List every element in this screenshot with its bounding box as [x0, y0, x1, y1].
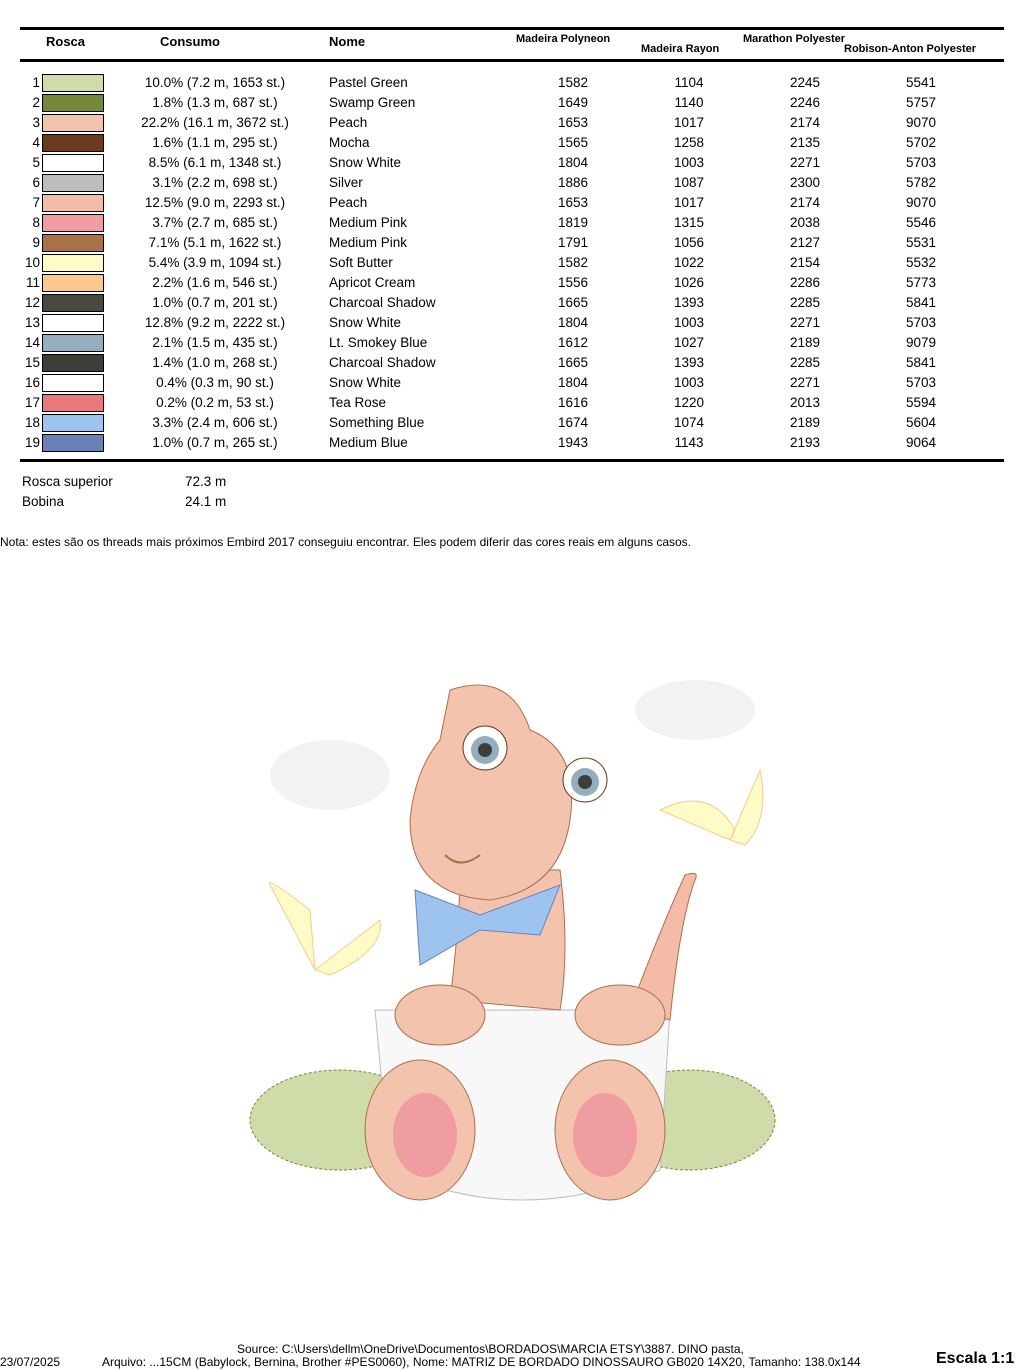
color-swatch	[42, 294, 104, 312]
consumo-cell: 1.0% (0.7 m, 201 st.)	[152, 295, 278, 310]
thread-number: 1	[32, 75, 40, 90]
table-bottom-rule	[20, 459, 1004, 462]
consumo-cell: 1.4% (1.0 m, 268 st.)	[152, 355, 278, 370]
consumo-cell: 5.4% (3.9 m, 1094 st.)	[148, 255, 282, 270]
robison-cell: 5757	[905, 95, 937, 110]
nome-cell: Pastel Green	[329, 75, 408, 90]
header-madeira-rayon: Madeira Rayon	[641, 43, 720, 55]
marathon-cell: 2271	[789, 155, 821, 170]
embroidery-preview-dino	[240, 670, 790, 1230]
butterfly-right	[660, 770, 763, 845]
note-text: Nota: estes são os threads mais próximos Embird 2017 conseguiu encontrar. Eles podem diferir das cores reais em alguns casos.	[0, 535, 692, 549]
madeira-rayon-cell: 1104	[674, 75, 704, 90]
nome-cell: Peach	[329, 195, 368, 210]
thread-number: 19	[24, 435, 40, 450]
color-swatch	[42, 134, 104, 152]
marathon-cell: 2189	[789, 335, 821, 350]
robison-cell: 5546	[905, 215, 937, 230]
rosca-superior-value: 72.3 m	[185, 474, 227, 489]
color-swatch	[42, 274, 104, 292]
footer-escala: Escala 1:1	[936, 1350, 1015, 1367]
madeira-polyneon-cell: 1582	[557, 255, 589, 270]
madeira-rayon-cell: 1074	[673, 415, 705, 430]
header-madeira-polyneon: Madeira Polyneon	[516, 33, 611, 45]
robison-cell: 9079	[905, 335, 937, 350]
header-robison: Robison-Anton Polyester	[844, 43, 977, 55]
table-row	[0, 293, 1024, 313]
table-row	[0, 333, 1024, 353]
color-swatch	[42, 394, 104, 412]
thread-number: 18	[24, 415, 40, 430]
color-swatch	[42, 374, 104, 392]
table-row	[0, 273, 1024, 293]
consumo-cell: 8.5% (6.1 m, 1348 st.)	[148, 155, 282, 170]
nome-cell: Something Blue	[329, 415, 425, 430]
madeira-rayon-cell: 1087	[673, 175, 705, 190]
color-swatch	[42, 214, 104, 232]
madeira-rayon-cell: 1315	[673, 215, 705, 230]
madeira-rayon-cell: 1022	[673, 255, 705, 270]
robison-cell: 5841	[905, 295, 937, 310]
consumo-cell: 2.2% (1.6 m, 546 st.)	[152, 275, 278, 290]
madeira-polyneon-cell: 1616	[557, 395, 589, 410]
marathon-cell: 2300	[789, 175, 821, 190]
thread-number: 3	[32, 115, 40, 130]
consumo-cell: 12.8% (9.2 m, 2222 st.)	[144, 315, 286, 330]
footer-source: Source: C:\Users\dellm\OneDrive\Documentos\BORDADOS\MARCIA ETSY\3887. DINO pasta,	[237, 1342, 744, 1356]
madeira-rayon-cell: 1220	[673, 395, 705, 410]
header-consumo: Consumo	[160, 34, 220, 49]
thread-number: 8	[32, 215, 40, 230]
consumo-cell: 0.4% (0.3 m, 90 st.)	[156, 375, 274, 390]
marathon-cell: 2245	[789, 75, 821, 90]
thread-number: 11	[25, 275, 40, 290]
robison-cell: 5594	[905, 395, 937, 410]
madeira-polyneon-cell: 1804	[557, 375, 589, 390]
table-row	[0, 313, 1024, 333]
madeira-polyneon-cell: 1649	[557, 95, 589, 110]
table-row	[0, 373, 1024, 393]
madeira-polyneon-cell: 1582	[557, 75, 589, 90]
header-top-rule	[20, 27, 1004, 30]
nome-cell: Medium Pink	[329, 235, 408, 250]
footer-date: 23/07/2025	[0, 1355, 61, 1369]
table-row	[0, 253, 1024, 273]
marathon-cell: 2038	[789, 215, 821, 230]
nome-cell: Silver	[329, 175, 363, 190]
nome-cell: Medium Blue	[329, 435, 408, 450]
madeira-rayon-cell: 1026	[673, 275, 705, 290]
table-row	[0, 73, 1024, 93]
robison-cell: 5703	[905, 375, 937, 390]
nome-cell: Lt. Smokey Blue	[329, 335, 428, 350]
thread-number: 16	[24, 375, 40, 390]
header-nome: Nome	[329, 34, 366, 49]
cloud-right	[635, 680, 755, 740]
marathon-cell: 2135	[789, 135, 821, 150]
table-row	[0, 233, 1024, 253]
marathon-cell: 2271	[789, 375, 821, 390]
madeira-polyneon-cell: 1819	[557, 215, 589, 230]
table-row	[0, 353, 1024, 373]
madeira-polyneon-cell: 1674	[557, 415, 589, 430]
header-marathon: Marathon Polyester	[743, 33, 846, 45]
thread-number: 5	[32, 155, 40, 170]
nome-cell: Charcoal Shadow	[329, 355, 436, 370]
madeira-polyneon-cell: 1565	[557, 135, 589, 150]
table-row	[0, 413, 1024, 433]
table-row	[0, 133, 1024, 153]
nome-cell: Peach	[329, 115, 368, 130]
consumo-cell: 0.2% (0.2 m, 53 st.)	[156, 395, 274, 410]
robison-cell: 5604	[905, 415, 937, 430]
thread-number: 17	[24, 395, 40, 410]
madeira-polyneon-cell: 1653	[557, 195, 589, 210]
table-row	[0, 153, 1024, 173]
thread-number: 2	[32, 95, 40, 110]
marathon-cell: 2285	[789, 295, 821, 310]
marathon-cell: 2154	[789, 255, 821, 270]
madeira-polyneon-cell: 1556	[557, 275, 589, 290]
color-swatch	[42, 314, 104, 332]
nome-cell: Apricot Cream	[329, 275, 416, 290]
madeira-polyneon-cell: 1943	[557, 435, 589, 450]
marathon-cell: 2174	[789, 115, 821, 130]
robison-cell: 5773	[905, 275, 937, 290]
robison-cell: 9070	[905, 195, 937, 210]
table-row	[0, 213, 1024, 233]
madeira-rayon-cell: 1003	[673, 375, 705, 390]
header-rosca: Rosca	[46, 34, 86, 49]
thread-number: 4	[32, 135, 40, 150]
robison-cell: 5703	[905, 155, 937, 170]
thread-number: 6	[32, 175, 40, 190]
robison-cell: 5532	[905, 255, 937, 270]
madeira-rayon-cell: 1393	[673, 295, 705, 310]
head	[410, 685, 572, 900]
color-swatch	[42, 354, 104, 372]
madeira-rayon-cell: 1258	[673, 135, 705, 150]
color-swatch	[42, 334, 104, 352]
consumo-cell: 3.3% (2.4 m, 606 st.)	[152, 415, 278, 430]
table-row	[0, 173, 1024, 193]
table-row	[0, 93, 1024, 113]
color-swatch	[42, 414, 104, 432]
color-swatch	[42, 174, 104, 192]
consumo-cell: 10.0% (7.2 m, 1653 st.)	[144, 75, 286, 90]
color-swatch	[42, 74, 104, 92]
nome-cell: Tea Rose	[329, 395, 387, 410]
nome-cell: Snow White	[329, 155, 402, 170]
thread-number: 13	[24, 315, 40, 330]
table-row	[0, 433, 1024, 453]
madeira-polyneon-cell: 1653	[557, 115, 589, 130]
thread-number: 12	[24, 295, 40, 310]
marathon-cell: 2193	[789, 435, 821, 450]
robison-cell: 9064	[905, 435, 937, 450]
madeira-polyneon-cell: 1886	[557, 175, 589, 190]
thread-number: 14	[24, 335, 40, 350]
madeira-rayon-cell: 1017	[673, 195, 705, 210]
table-row	[0, 393, 1024, 413]
robison-cell: 5541	[905, 75, 937, 90]
marathon-cell: 2246	[789, 95, 821, 110]
nome-cell: Medium Pink	[329, 215, 408, 230]
marathon-cell: 2013	[789, 395, 821, 410]
robison-cell: 5782	[905, 175, 937, 190]
thread-number: 15	[24, 355, 40, 370]
nome-cell: Mocha	[329, 135, 370, 150]
footer-arquivo: Arquivo: ...15CM (Babylock, Bernina, Brother #PES0060), Nome: MATRIZ DE BORDADO DINOSSAURO GB020 14X20, Tamanho: 138.0x144	[102, 1355, 861, 1369]
consumo-cell: 2.1% (1.5 m, 435 st.)	[152, 335, 278, 350]
robison-cell: 5702	[905, 135, 937, 150]
madeira-rayon-cell: 1056	[673, 235, 705, 250]
marathon-cell: 2285	[789, 355, 821, 370]
consumo-cell: 1.0% (0.7 m, 265 st.)	[152, 435, 278, 450]
nome-cell: Swamp Green	[329, 95, 416, 110]
color-swatch	[42, 114, 104, 132]
consumo-cell: 22.2% (16.1 m, 3672 st.)	[141, 115, 289, 130]
butterfly-left	[270, 883, 381, 975]
cloud-left	[270, 740, 390, 810]
robison-cell: 5531	[905, 235, 937, 250]
marathon-cell: 2286	[789, 275, 821, 290]
nome-cell: Soft Butter	[329, 255, 393, 270]
robison-cell: 5703	[905, 315, 937, 330]
madeira-polyneon-cell: 1804	[557, 315, 589, 330]
madeira-rayon-cell: 1003	[673, 155, 705, 170]
consumo-cell: 3.7% (2.7 m, 685 st.)	[152, 215, 278, 230]
madeira-polyneon-cell: 1791	[557, 235, 589, 250]
color-swatch	[42, 194, 104, 212]
color-swatch	[42, 154, 104, 172]
madeira-rayon-cell: 1393	[673, 355, 705, 370]
madeira-polyneon-cell: 1665	[557, 295, 589, 310]
marathon-cell: 2174	[789, 195, 821, 210]
madeira-rayon-cell: 1003	[673, 315, 705, 330]
nome-cell: Snow White	[329, 315, 402, 330]
thread-number: 7	[32, 195, 40, 210]
consumo-cell: 1.6% (1.1 m, 295 st.)	[152, 135, 278, 150]
madeira-rayon-cell: 1140	[674, 95, 704, 110]
madeira-polyneon-cell: 1665	[557, 355, 589, 370]
thread-number: 9	[32, 235, 40, 250]
marathon-cell: 2189	[789, 415, 821, 430]
table-row	[0, 113, 1024, 133]
nome-cell: Charcoal Shadow	[329, 295, 436, 310]
header-bottom-rule	[20, 59, 1004, 62]
consumo-cell: 3.1% (2.2 m, 698 st.)	[152, 175, 278, 190]
nome-cell: Snow White	[329, 375, 402, 390]
madeira-rayon-cell: 1027	[673, 335, 705, 350]
consumo-cell: 1.8% (1.3 m, 687 st.)	[152, 95, 278, 110]
color-swatch	[42, 234, 104, 252]
color-swatch	[42, 254, 104, 272]
bobina-value: 24.1 m	[185, 494, 227, 509]
rosca-superior-label: Rosca superior	[22, 474, 113, 489]
bobina-label: Bobina	[22, 494, 65, 509]
madeira-rayon-cell: 1017	[673, 115, 705, 130]
robison-cell: 5841	[905, 355, 937, 370]
robison-cell: 9070	[905, 115, 937, 130]
consumo-cell: 12.5% (9.0 m, 2293 st.)	[144, 195, 286, 210]
madeira-polyneon-cell: 1804	[557, 155, 589, 170]
madeira-polyneon-cell: 1612	[557, 335, 589, 350]
marathon-cell: 2127	[789, 235, 821, 250]
madeira-rayon-cell: 1143	[674, 435, 704, 450]
consumo-cell: 7.1% (5.1 m, 1622 st.)	[148, 235, 282, 250]
thread-number: 10	[24, 255, 40, 270]
table-row	[0, 193, 1024, 213]
color-swatch	[42, 434, 104, 452]
color-swatch	[42, 94, 104, 112]
marathon-cell: 2271	[789, 315, 821, 330]
